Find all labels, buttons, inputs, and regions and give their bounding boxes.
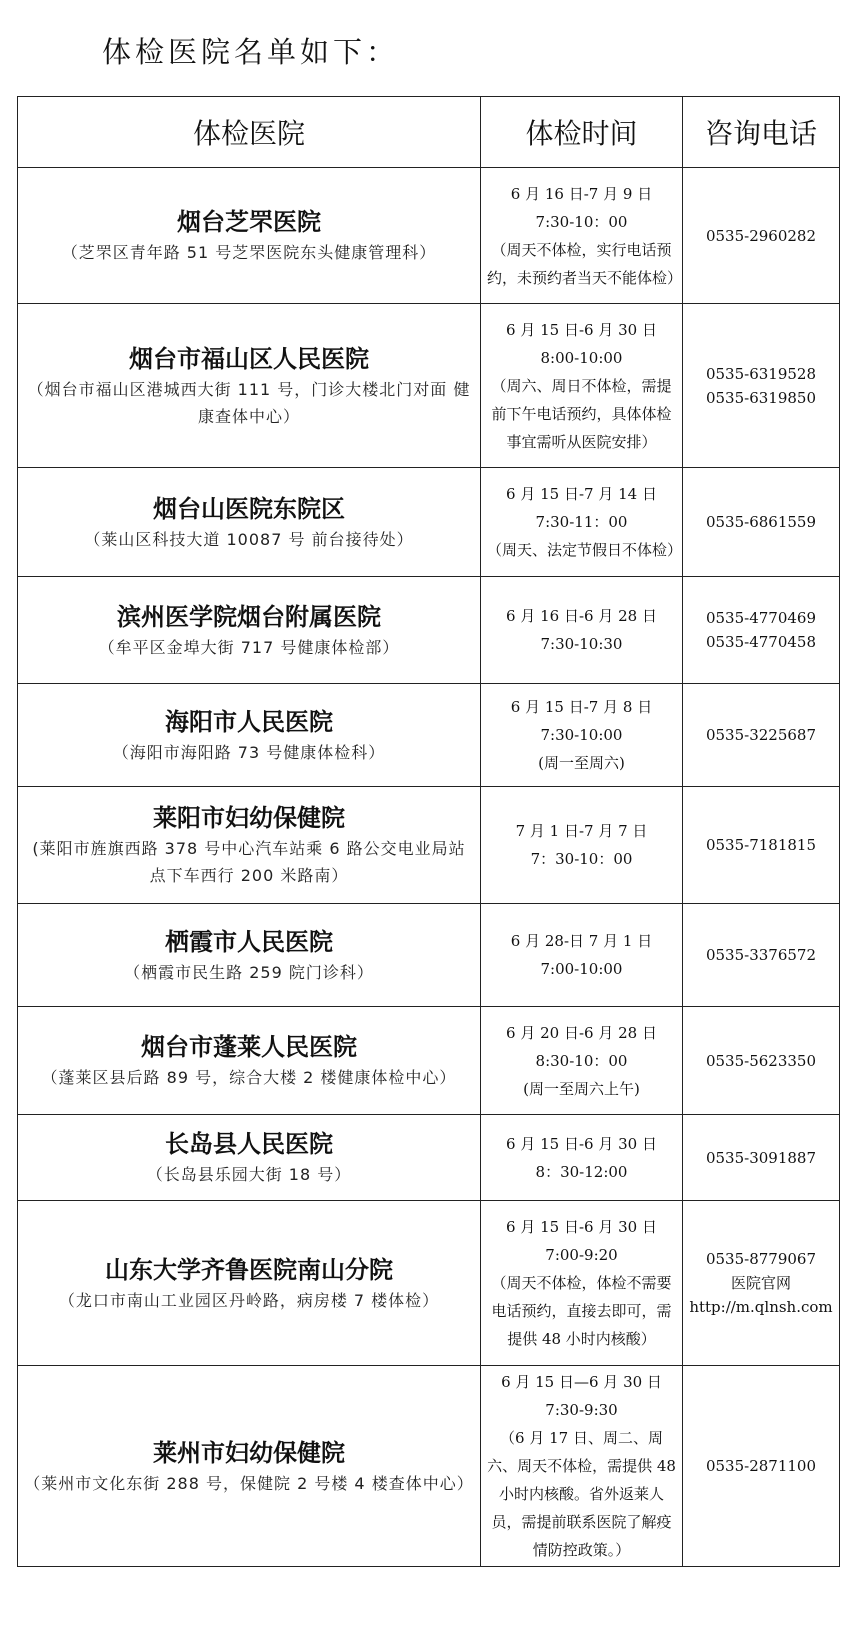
phone-line: 0535-6319528 [705,364,817,383]
hospital-name: 长岛县人民医院 [165,1130,333,1158]
time-line: 7:30-10：00 [535,212,628,231]
hospital-name: 山东大学齐鲁医院南山分院 [105,1255,393,1284]
hospital-name: 莱阳市妇幼保健院 [153,804,345,832]
time-line: 6 月 28-日 7 月 1 日 [510,932,653,950]
time-line: (周一至周六上午) [523,1079,640,1098]
time-line: 8：30-12:00 [535,1162,628,1181]
time-line: 6 月 16 日-6 月 28 日 [506,607,657,625]
time-cell [481,904,683,1007]
header-time: 体检时间 [481,97,683,168]
phone-line: 0535-6319850 [705,388,817,407]
hospital-table [17,96,840,1567]
hospital-address: （蓬莱区县后路 89 号，综合大楼 2 楼健康体检中心） [41,1068,457,1087]
time-line: 6 月 15 日-7 月 8 日 [510,698,653,716]
time-cell [481,468,683,577]
phone-line: http://m.qlnsh.com [689,1298,833,1316]
table-row [18,787,840,904]
time-cell [481,787,683,904]
hospital-cell [18,168,481,304]
hospital-address: （莱山区科技大道 10087 号 前台接待处） [84,529,414,549]
hospital-cell [18,904,481,1007]
hospital-address: （海阳市海阳路 73 号健康体检科） [112,742,386,762]
hospital-cell [18,468,481,577]
table-row [18,1366,840,1567]
hospital-cell [18,1201,481,1366]
time-cell [481,168,683,304]
time-line: （周天不体检，实行电话预约，未预约者当天不能体检） [487,240,683,287]
time-line: 7:00-9:20 [545,1246,618,1264]
time-line: 7：30-10：00 [530,850,633,868]
hospital-cell [18,1115,481,1201]
phone-line: 0535-3225687 [705,726,817,744]
time-line: 7:30-11：00 [535,513,628,531]
time-line: 7:00-10:00 [540,960,623,978]
time-line: 6 月 20 日-6 月 28 日 [506,1023,657,1042]
time-line: 7 月 1 日-7 月 7 日 [515,822,648,840]
phone-cell [683,577,840,684]
hospital-cell [18,304,481,468]
hospital-address: （长岛县乐园大街 18 号） [146,1165,352,1184]
phone-cell [683,1201,840,1366]
hospital-name: 烟台市福山区人民医院 [129,344,369,373]
time-line: 6 月 15 日-6 月 30 日 [506,1218,657,1236]
table-row [18,168,840,304]
time-cell [481,304,683,468]
time-line: 6 月 15 日—6 月 30 日 [501,1373,662,1391]
hospital-address: （栖霞市民生路 259 院门诊科） [124,962,374,982]
phone-line: 0535-4770469 [705,609,817,627]
time-line: 6 月 15 日-7 月 14 日 [506,485,657,503]
hospital-address: （莱州市文化东街 288 号，保健院 2 号楼 4 楼查体中心） [24,1473,474,1493]
time-cell [481,1366,683,1567]
time-cell [481,1201,683,1366]
time-cell [481,1115,683,1201]
phone-cell [683,1007,840,1115]
hospital-name: 海阳市人民医院 [165,707,333,736]
hospital-cell [18,684,481,787]
hospital-address: （芝罘区青年路 51 号芝罘医院东头健康管理科） [61,243,437,262]
phone-line: 0535-3376572 [705,946,817,964]
hospital-name: 滨州医学院烟台附属医院 [117,602,381,631]
phone-line: 0535-7181815 [705,836,817,854]
phone-line: 0535-8779067 [705,1250,817,1268]
table-row [18,468,840,577]
hospital-name: 栖霞市人民医院 [165,927,333,956]
phone-cell [683,1115,840,1201]
phone-cell [683,904,840,1007]
phone-cell [683,1366,840,1567]
table-header-row [18,97,840,168]
phone-line: 0535-6861559 [705,513,817,531]
table-row [18,1201,840,1366]
header-hospital: 体检医院 [18,97,481,168]
hospital-cell [18,577,481,684]
time-line: 6 月 15 日-6 月 30 日 [506,1134,657,1153]
hospital-name: 烟台芝罘医院 [177,208,321,236]
table-row [18,577,840,684]
hospital-name: 烟台山医院东院区 [153,494,345,523]
page-heading: 体检医院名单如下： [102,35,400,69]
time-line: 6 月 15 日-6 月 30 日 [506,320,657,339]
hospital-cell [18,1007,481,1115]
table-row [18,1007,840,1115]
phone-cell [683,468,840,577]
table-row [18,684,840,787]
hospital-cell [18,1366,481,1567]
hospital-address: （龙口市南山工业园区丹岭路，病房楼 7 楼体检） [58,1290,440,1310]
hospital-name: 莱州市妇幼保健院 [153,1438,345,1467]
phone-cell [683,787,840,904]
table-row [18,1115,840,1201]
time-cell [481,577,683,684]
hospital-address: (莱阳市旌旗西路 378 号中心汽车站乘 6 路公交电业局站点下车西行 200 米路南） [32,839,466,885]
time-cell [481,684,683,787]
phone-cell [683,684,840,787]
time-line: (周一至周六) [538,754,625,772]
time-line: 8:00-10:00 [540,348,623,367]
phone-line: 0535-2871100 [705,1457,817,1475]
hospital-address: （牟平区金埠大街 717 号健康体检部） [98,637,400,657]
time-line: 7:30-9:30 [545,1401,618,1419]
time-line: 7:30-10:30 [540,635,623,653]
hospital-cell [18,787,481,904]
time-line: （周六、周日不体检，需提前下午电话预约，具体体检事宜需听从医院安排） [491,376,672,451]
hospital-name: 烟台市蓬莱人民医院 [141,1033,357,1061]
time-line: （周天不体检，体检不需要电话预约，直接去即可，需提供 48 小时内核酸） [491,1274,672,1348]
phone-line: 医院官网 [730,1274,791,1292]
phone-cell [683,304,840,468]
time-line: 8:30-10：00 [535,1051,628,1070]
phone-line: 0535-2960282 [705,226,817,245]
time-cell [481,1007,683,1115]
table-row [18,904,840,1007]
time-line: （周天、法定节假日不体检） [487,541,683,559]
phone-line: 0535-3091887 [705,1148,817,1167]
phone-line: 0535-4770458 [705,633,817,651]
time-line: （6 月 17 日、周二、周六、周天不体检，需提供 48 小时内核酸。省外返莱人员，需提前联系医院了解疫情防控政策。） [487,1429,676,1559]
phone-line: 0535-5623350 [705,1051,817,1070]
header-phone: 咨询电话 [683,97,840,168]
hospital-address: （烟台市福山区港城西大街 111 号，门诊大楼北门对面 健康查体中心） [27,379,471,426]
phone-cell [683,168,840,304]
time-line: 6 月 16 日-7 月 9 日 [510,184,653,203]
table-row [18,304,840,468]
time-line: 7:30-10:00 [540,726,623,744]
